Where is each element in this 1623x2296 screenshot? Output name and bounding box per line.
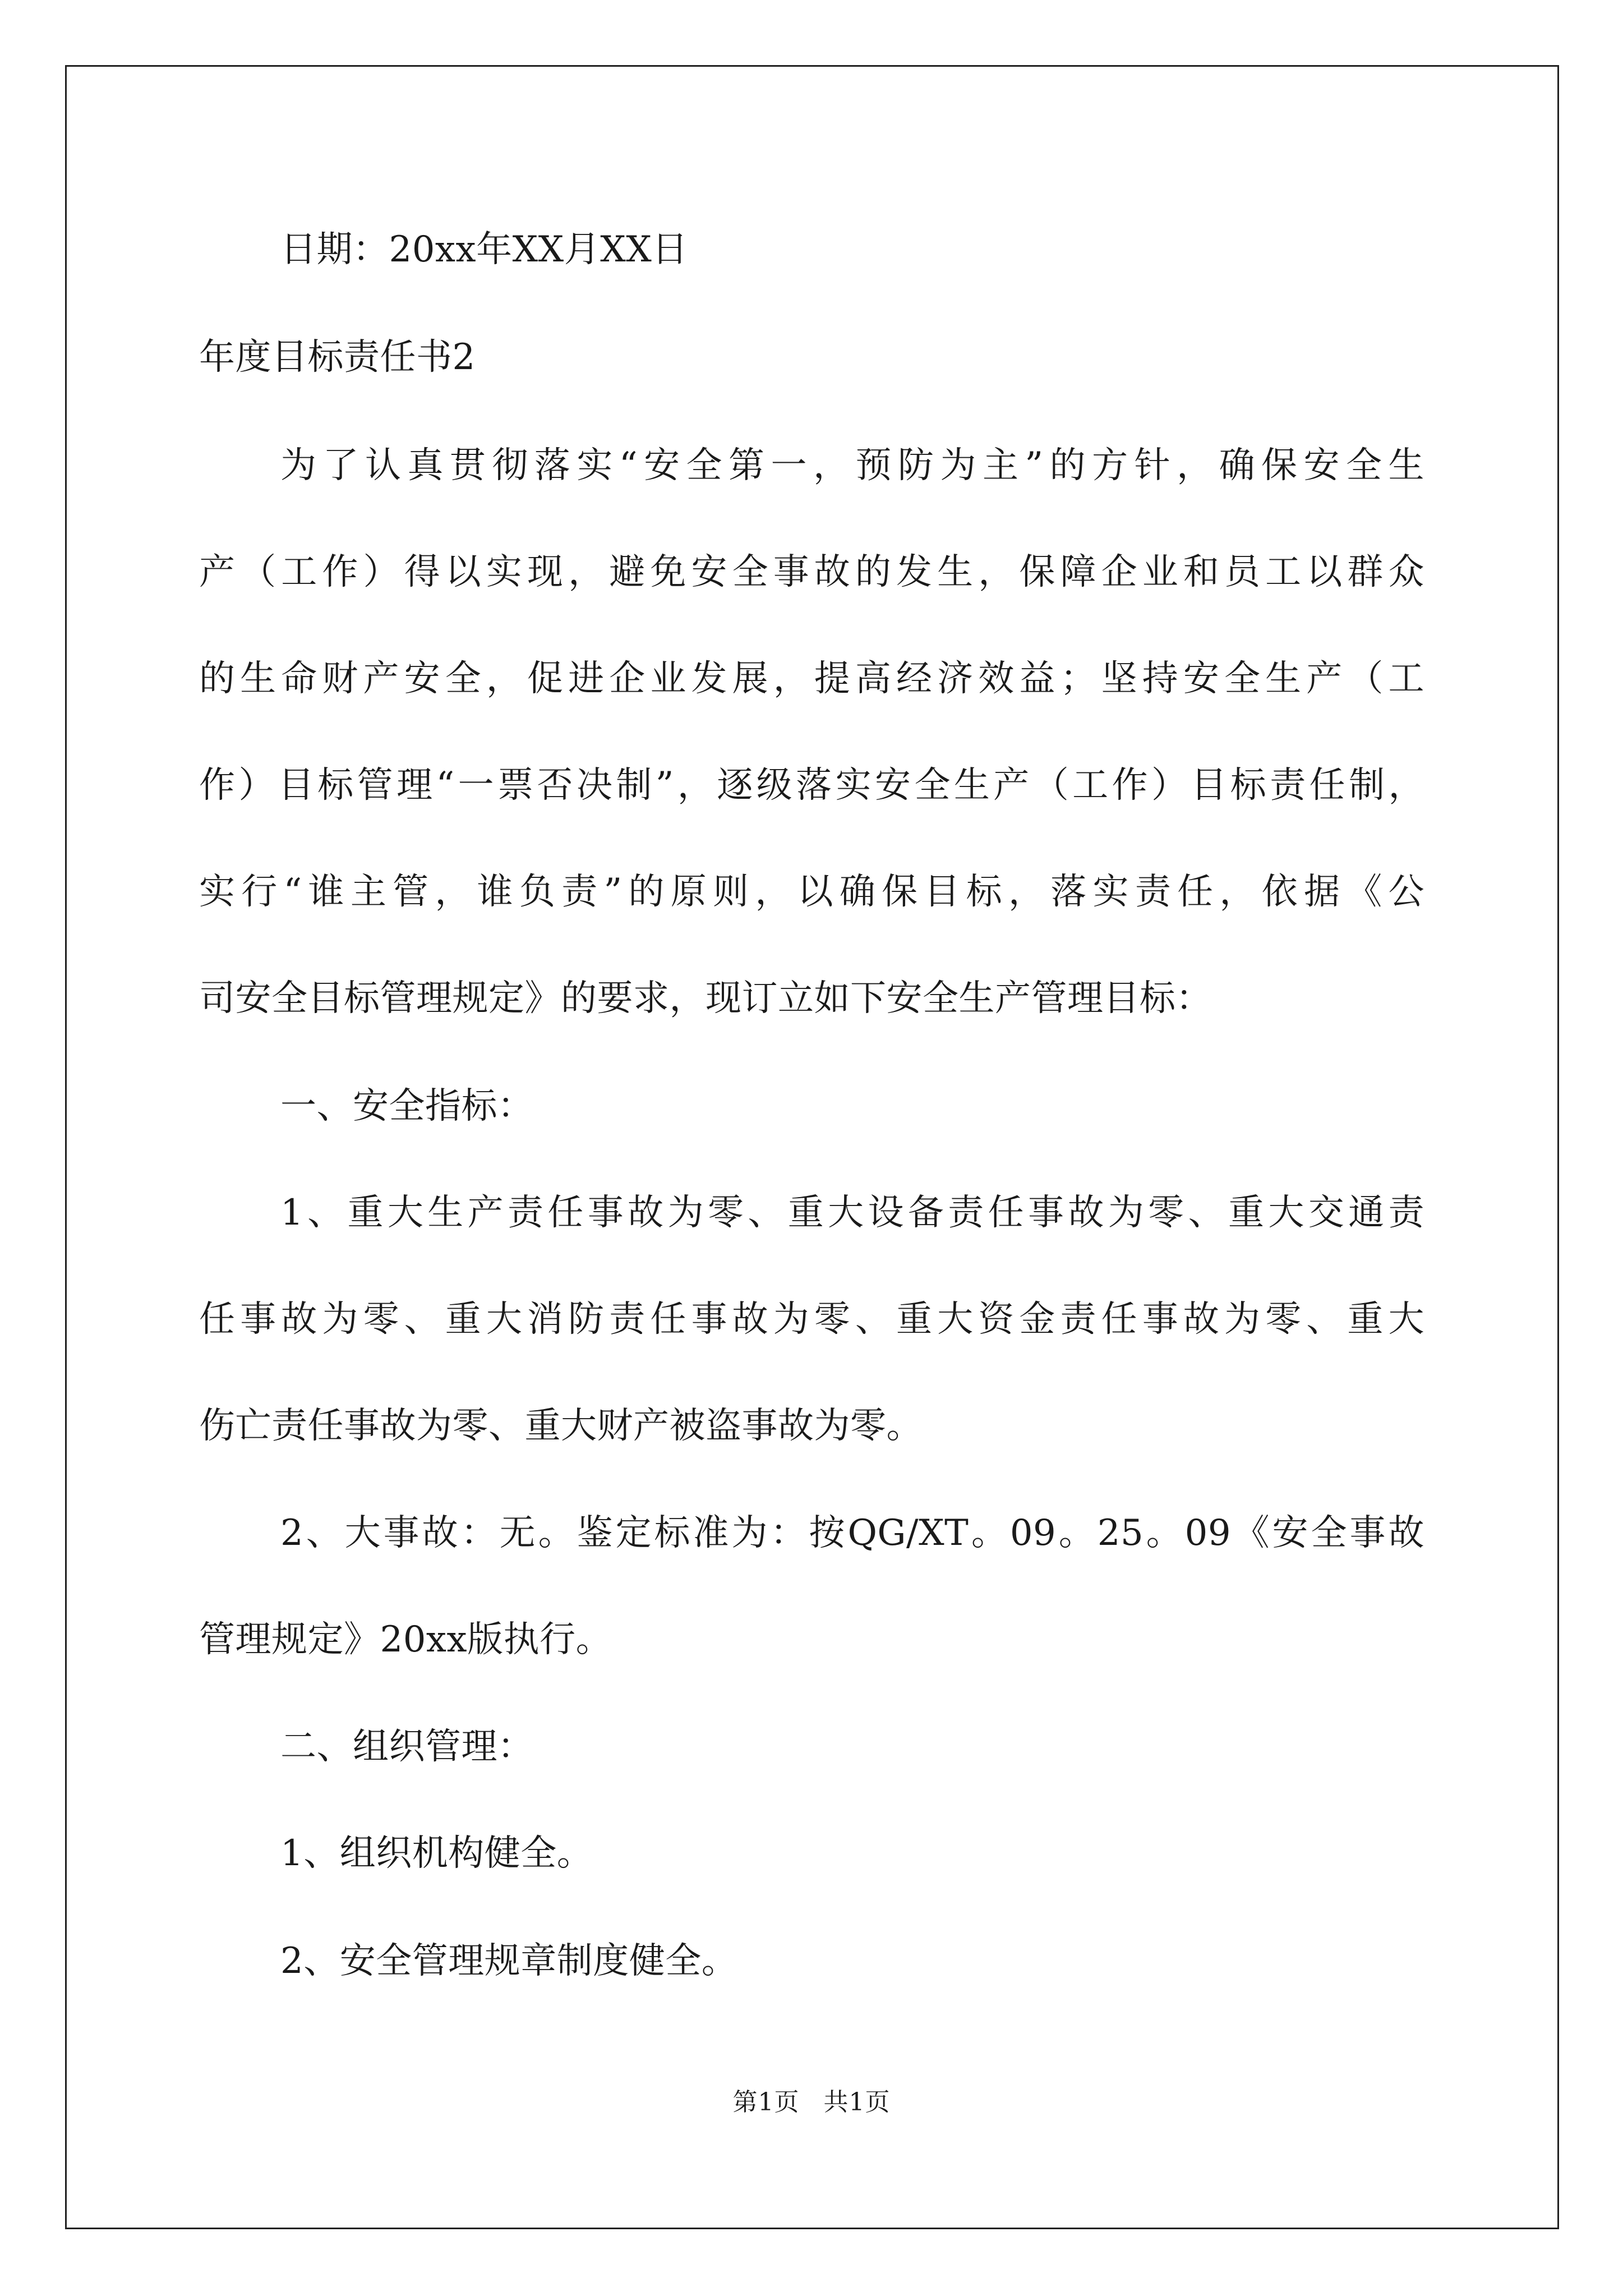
page-number-total: 共1页	[823, 2088, 891, 2116]
heading-safety-indicators: 一、安全指标：	[280, 1085, 534, 1127]
heading-organization-management: 二、组织管理：	[280, 1726, 534, 1768]
paragraph-1-line-1: 为了认真贯彻落实“安全第一，预防为主”的方针，确保安全生	[280, 445, 1424, 486]
item-2-1: 1、组织机构健全。	[280, 1833, 593, 1874]
paragraph-1-line-6: 司安全目标管理规定》的要求，现订立如下安全生产管理目标：	[199, 978, 1212, 1019]
item-1-1-line-1: 1、重大生产责任事故为零、重大设备责任事故为零、重大交通责	[280, 1192, 1424, 1234]
paragraph-1-line-3: 的生命财产安全，促进企业发展，提高经济效益；坚持安全生产（工	[199, 658, 1424, 700]
item-1-1-line-2: 任事故为零、重大消防责任事故为零、重大资金责任事故为零、重大	[199, 1299, 1424, 1340]
item-1-1-line-3: 伤亡责任事故为零、重大财产被盗事故为零。	[199, 1405, 923, 1447]
item-2-2: 2、安全管理规章制度健全。	[280, 1940, 738, 1982]
paragraph-1-line-2: 产（工作）得以实现，避免安全事故的发生，保障企业和员工以群众	[199, 551, 1424, 593]
date-line: 日期：20xx年XX月XX日	[280, 229, 688, 270]
page-number-current: 第1页	[732, 2088, 800, 2116]
page-border	[65, 65, 1559, 2229]
paragraph-1-line-4: 作）目标管理“一票否决制”，逐级落实安全生产（工作）目标责任制，	[199, 765, 1424, 806]
item-1-2-line-2: 管理规定》20xx版执行。	[199, 1619, 612, 1660]
section-title: 年度目标责任书2	[199, 337, 476, 378]
paragraph-1-line-5: 实行“谁主管，谁负责”的原则，以确保目标，落实责任，依据《公	[199, 871, 1424, 913]
item-1-2-line-1: 2、大事故：无。鉴定标准为：按QG/XT。09。25。09《安全事故	[280, 1512, 1424, 1554]
page-footer	[0, 2087, 1623, 2118]
